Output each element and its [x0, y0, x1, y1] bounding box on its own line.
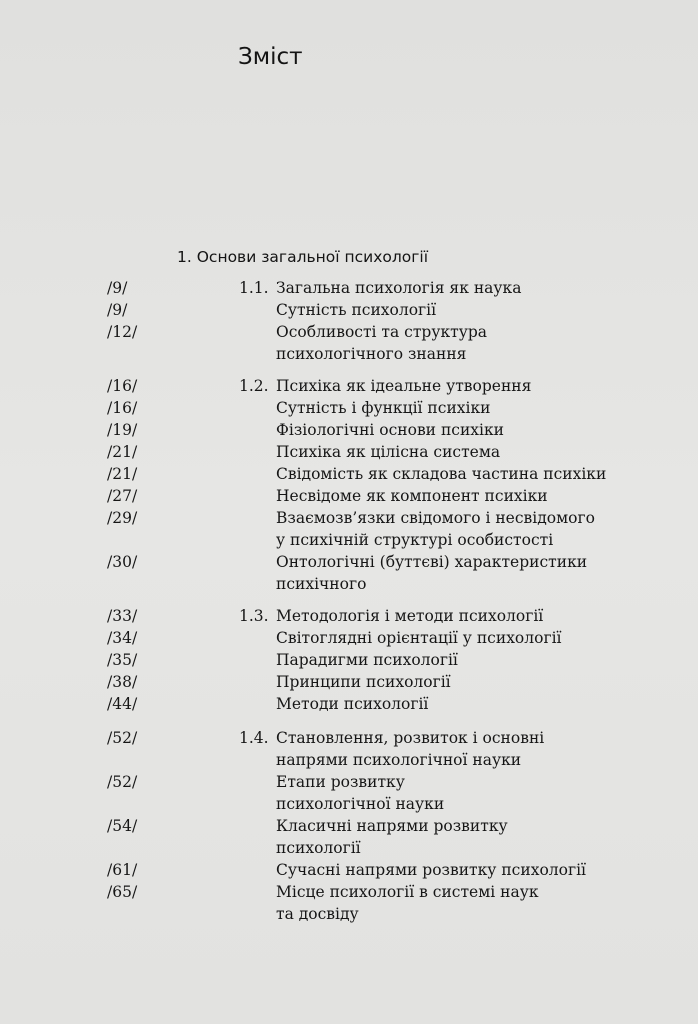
toc-page-number: /12/ — [107, 323, 138, 341]
page-title: Зміст — [238, 44, 303, 70]
toc-entry-title: Свідомість як складова частина психіки — [276, 465, 607, 483]
section-heading: 1. Основи загальної психології — [177, 248, 428, 266]
toc-page-number: /61/ — [107, 861, 138, 879]
toc-page-number: /33/ — [107, 607, 138, 625]
toc-page-number: /52/ — [107, 773, 138, 791]
toc-page-number: /35/ — [107, 651, 138, 669]
toc-entry-title: Становлення, розвиток і основні напрями психологічної науки — [276, 729, 545, 769]
toc-page-number: /38/ — [107, 673, 138, 691]
toc-entry-title: Принципи психології — [276, 673, 451, 691]
toc-entry-title: Методологія і методи психології — [276, 607, 544, 625]
toc-entry-title: Несвідоме як компонент психіки — [276, 487, 548, 505]
toc-entry-title: Онтологічні (буттєві) характеристики психічного — [276, 553, 588, 593]
toc-page-number: /30/ — [107, 553, 138, 571]
toc-page-number: /27/ — [107, 487, 138, 505]
toc-page-number: /52/ — [107, 729, 138, 747]
toc-entry-title: Парадигми психології — [276, 651, 458, 669]
toc-page-number: /21/ — [107, 465, 138, 483]
toc-entry-title: Сучасні напрями розвитку психології — [276, 861, 586, 879]
toc-page-number: /9/ — [107, 301, 128, 319]
toc-entry-title: Методи психології — [276, 695, 429, 713]
toc-entry-title: Загальна психологія як наука — [276, 279, 522, 297]
toc-page-number: /44/ — [107, 695, 138, 713]
toc-entry-title: Сутність і функції психіки — [276, 399, 491, 417]
toc-subsection-number: 1.1. — [239, 279, 269, 297]
toc-entry-title: Світоглядні орієнтації у психології — [276, 629, 562, 647]
toc-page-number: /19/ — [107, 421, 138, 439]
toc-entry-title: Особливості та структура психологічного знання — [276, 323, 488, 363]
toc-entry-title: Місце психології в системі наук та досвіду — [276, 883, 539, 923]
toc-entry-title: Фізіологічні основи психіки — [276, 421, 505, 439]
toc-page-number: /21/ — [107, 443, 138, 461]
toc-page-number: /16/ — [107, 377, 138, 395]
toc-subsection-number: 1.3. — [239, 607, 269, 625]
toc-page-number: /54/ — [107, 817, 138, 835]
toc-entry-title: Психіка як ідеальне утворення — [276, 377, 532, 395]
toc-page-number: /9/ — [107, 279, 128, 297]
toc-entry-title: Етапи розвитку психологічної науки — [276, 773, 445, 813]
toc-entry-title: Сутність психології — [276, 301, 437, 319]
toc-page-number: /65/ — [107, 883, 138, 901]
toc-entry-title: Класичні напрями розвитку психології — [276, 817, 508, 857]
toc-subsection-number: 1.4. — [239, 729, 269, 747]
toc-entry-title: Психіка як цілісна система — [276, 443, 501, 461]
toc-subsection-number: 1.2. — [239, 377, 269, 395]
toc-page-number: /34/ — [107, 629, 138, 647]
toc-page-number: /29/ — [107, 509, 138, 527]
toc-entry-title: Взаємозв’язки свідомого і несвідомого у психічній структурі особистості — [276, 509, 595, 549]
toc-page-number: /16/ — [107, 399, 138, 417]
